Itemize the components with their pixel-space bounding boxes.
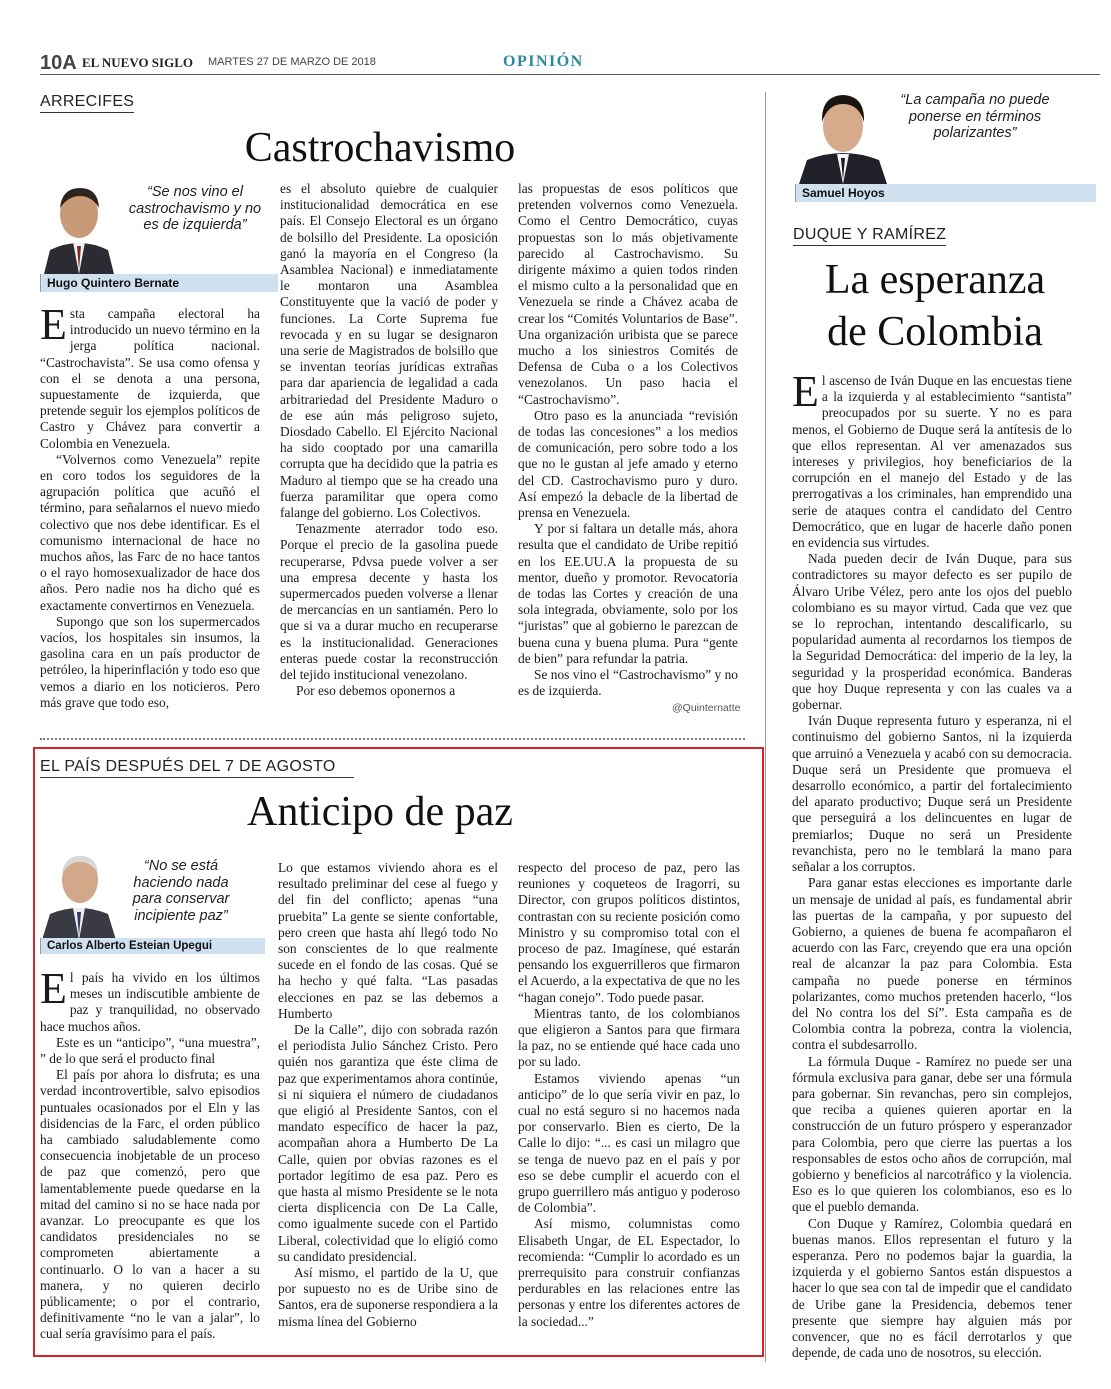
article3-paragraph: Iván Duque representa futuro y esperanza, ni el continuismo del gobierno Santos, ni la izquierda que arruinó a Venezuela y acabó con su democracia. Duque será un Presidente que promueva el desarrollo económico, a partir del fortalecimiento del aparato productivo; Duque será un Presidente que perseguirá a los delincuentes en lugar de premiarlos; Duque no será un Presidente revanchista, pero no le temblará la mano para señalar a los corruptos.	[792, 713, 1072, 875]
article1-paragraph: las propuestas de esos políticos que pretenden volvernos como Venezuela. Como el Centro Democrático, cuyas propuestas son lo más objetivamente parecido al Castrochavismo. Su dirigente máximo a quien todos rinden el mismo culto a la personalidad que en Venezuela se rinde a Chávez acaba de crear los “Comités Voluntarios de Base”. Una organización uribista que se parece mucho a los siniestros Comités de Defensa de Cuba o a los Colectivos venezolanos. Un paso hacia el “Castrochavismo”.	[518, 181, 738, 407]
article2-paragraph: Mientras tanto, de los colombianos que eligieron a Santos para que firmara la paz, no se entiende qué hace cada uno por su lado.	[518, 1005, 740, 1070]
article1-column-3	[518, 181, 738, 701]
article2-column-1	[40, 964, 260, 1342]
article3-paragraph: Con Duque y Ramírez, Colombia quedará en buenas manos. Ellos representan el futuro y la esperanza. Pero no podemos bajar la guardia, la izquierda y el gobierno Santos están dispuestos a hacer lo que sea con tal de impedir que el candidato de Uribe gane la Presidencia, debemos tener presente que siempre hay alguien más por convencer, que no es fácil derrotarlos y que depende, de cada uno de nosotros, su elección.	[792, 1215, 1072, 1361]
column-divider	[765, 92, 766, 1362]
article3-section-label: DUQUE Y RAMÍREZ	[793, 226, 946, 246]
article1-section-label: ARRECIFES	[40, 93, 134, 113]
article2-section-label: EL PAÍS DESPUÉS DEL 7 DE AGOSTO	[40, 758, 354, 778]
article3-paragraph: La fórmula Duque - Ramírez no puede ser una fórmula exclusiva para ganar, debe ser una fórmula para gobernar. Sin revanchas, pero sin complejos, que reciba a quienes quieren aportar en la construcción de un futuro próspero y esperanzador para Colombia, pero que cierre las puertas a los responsables de estos ocho años de corrupción, mal gobierno y beneficios al narcotráfico y la violencia. Eso es lo que quieren los colombianos, eso es lo que el pueblo demanda.	[792, 1053, 1072, 1215]
author-twitter-handle: @Quinternatte	[672, 702, 741, 714]
article2-paragraph: respecto del proceso de paz, pero las reuniones y coqueteos de Iragorri, su Director, con grupos políticos distintos, contrastan con su reciente posición como Ministro y su compromiso total con el proceso de paz. Imagínese, qué estarán pensando los exguerrilleros que firmaron el Acuerdo, a la expectativa de que no les “hagan conejo”. Todo puede pasar.	[518, 860, 740, 1005]
article2-pullquote: “No se está haciendo nada para conservar incipiente paz”	[132, 858, 230, 924]
article3-paragraph: Nada pueden decir de Iván Duque, para sus contradictores su mayor defecto es ser pupilo de Álvaro Uribe Vélez, pero ante los ojos del pueblo colombiano es su mayor virtud. Cada que vez que se lo reprochan, intentando descalificarlo, su popularidad aumenta al recordarnos los tiempos de la Seguridad Democrática: del imperio de la ley, la seguridad y la prosperidad económica. Banderas que hoy Duque representa y con las cuales va a gobernar.	[792, 551, 1072, 713]
page-number: 10A	[40, 52, 77, 74]
article3-headline-line2: de Colombia	[827, 309, 1043, 355]
newspaper-name: EL NUEVO SIGLO	[82, 55, 193, 70]
article2-dropcap: E	[40, 964, 67, 1013]
article1-paragraph: Y por si faltara un detalle más, ahora resulta que el candidato de Uribe repitió en los EE.UU.A la propuesta de su mentor, dueño y promotor. Revocatoria de todas las Cortes y creación de una sola integrada, obviamente, solo por los “juristas” que al gobierno le parezcan de buena cuna y buena pluma. Pura “gente de bien” para refundar la patria.	[518, 521, 738, 666]
article1-paragraph: Otro paso es la anunciada “revisión de todas las concesiones” a los medios de comunicación, pero sobre todo a los que no le gustan al jefe amado y eterno del CD. Castrochavismo puro y duro. Así empezó la debacle de la libertad de prensa en Venezuela.	[518, 407, 738, 521]
article2-paragraph: Este es un “anticipo”, “una muestra”, ” de lo que será el producto final	[40, 1034, 260, 1067]
article1-paragraph: “Volvernos como Venezuela” repite en coro todos los seguidores de la agrupación política que acuñó el término, para señalarnos el nuevo miedo colectivo que nos debe identificar. Es el comunismo internacional de hace no muchos años, las Farc de no hace tantos o el rayo homosexualizador de hace dos años. Pero nadie nos ha dicho qué es exactamente convertirnos en Venezuela.	[40, 451, 260, 613]
article3-author: Samuel Hoyos	[795, 184, 1096, 202]
article2-paragraph: El país por ahora lo disfruta; es una verdad incontrovertible, salvo episodios puntuales ocasionados por el Eln y las disidencias de la Farc, el orden público ha cambiado saludablemente como consecuencia inobjetable de un proceso de paz que comenzó, pero que lamentablemente puede quedarse en la mitad del camino si no se hace nada por avanzar. Lo preocupante es que los candidatos presidenciales no se comprometen abiertamente a continuarlo. O lo van a hacer a su manera, y no quieren decirlo públicamente; o por el contrario, definitivamente “no le van a jalar”, lo cual sería gravísimo para el país.	[40, 1067, 260, 1342]
article3-dropcap: E	[792, 367, 819, 416]
article2-author: Carlos Alberto Esteian Upegui	[40, 938, 265, 954]
article1-dropcap: E	[40, 300, 67, 349]
article2-paragraph: Así mismo, el partido de la U, que por supuesto no es de Uribe sino de Santos, era de suponerse respondiera a la misma línea del Gobierno	[278, 1265, 498, 1329]
article3-column	[792, 367, 1072, 1361]
article1-paragraph: Por eso debemos oponernos a	[296, 683, 456, 699]
author-photo-quintero	[40, 180, 118, 274]
article2-paragraph: Lo que estamos viviendo ahora es el resultado preliminar del cese al fuego y del fin del conflicto; apenas “una pruebita” La gente se siente confortable, pero creen que hasta ahí llegó todo No son conscientes de lo que realmente sucede en el fondo de las cosas. Qué se ha hecho y qué falta. “Las pasadas elecciones en paz se las debemos a Humberto	[278, 860, 498, 1021]
article2-headline: Anticipo de paz	[247, 789, 513, 835]
article1-headline: Castrochavismo	[244, 125, 516, 171]
article1-paragraph: sta campaña electoral ha introducido un nuevo término en la jerga política nacional. “Castrochavista”. Se usa como ofensa y con el se denota a una persona, supuestamente de izquierda, que pretende seguir los ejemplos políticos de Castro y Chávez para convertir a Colombia en Venezuela.	[40, 306, 260, 451]
section-title: OPINIÓN	[503, 53, 584, 70]
article2-column-3	[518, 860, 740, 1342]
article3-headline-line1: La esperanza	[824, 257, 1046, 303]
masthead-rule	[40, 74, 1100, 75]
article1-author: Hugo Quintero Bernate	[40, 274, 278, 292]
article3-paragraph: l ascenso de Iván Duque en las encuestas tiene a la izquierda y al establecimiento “santista” preocupados por su suerte. Y no es para menos, el Gobierno de Duque será la antítesis de lo que ellos representan. Al ver amenazados sus intereses y privilegios, hoy beneficiarios de la corrupción en el manejo del Estado y de las prerrogativas a los criminales, han emprendido una serie de ataques contra el candidato del Centro Democrático, que en lugar de hacerle daño ponen en evidencia sus virtudes.	[792, 373, 1072, 551]
article1-paragraph: es el absoluto quiebre de cualquier institucionalidad democrática en ese país. El Consejo Electoral es un órgano de bolsillo del Presidente. La oposición ganó la mayoría en el Congreso (la Asamblea Nacional) e inmediatamente le montaron una Asamblea Constituyente que la vació de poder y funciones. La Corte Suprema fue revocada y en su lugar se designaron una serie de Magistrados de bolsillo que se inventan teorías jurídicas extrañas para dar apariencia de legalidad a cada arbitrariedad del Presidente Maduro o de ese aún más peligroso sujeto, Diosdado Cabello. El Ejército Nacional ha sido cooptado por una camarilla corrupta que ha decidido que la patria es Maduro al tiempo que se ha creado una fuerza paramilitar que opera como falange del gobierno. Los Colectivos.	[280, 181, 498, 521]
article2-paragraph: Así mismo, columnistas como Elisabeth Ungar, de EL Espectador, lo recomienda: “Cumplir lo acordado es un prerrequisito para construir confianzas perdurables en las relaciones entre las personas y entre los diferentes actores de la sociedad...”	[518, 1216, 740, 1329]
article1-paragraph: Tenazmente aterrador todo eso. Porque el precio de la gasolina puede recuperarse, Pdvsa puede volver a ser una empresa decente y hasta los supermercados pueden volverse a llenar de mercancías en un santiamén. Pero lo que si va a durar mucho en recuperarse es la institucionalidad. Generaciones enteras puede costar la reconstrucción del tejido institucional venezolano.	[280, 521, 498, 683]
issue-date: MARTES 27 DE MARZO DE 2018	[208, 56, 376, 68]
author-photo-hoyos	[795, 88, 891, 184]
article3-pullquote: “La campaña no puede ponerse en términos polarizantes”	[900, 92, 1050, 141]
article2-paragraph: De la Calle”, dijo con sobrada razón el periodista Julio Sánchez Cristo. Pero quién nos garantiza que éste clima de paz que experimentamos ahora continúe, si ni siquiera el número de ciudadanos que eligió al Presidente Santos, con el mandato específico de hacer la paz, acompañan ahora a Humberto De La Calle, quien por obvias razones es el portador legítimo de esa paz. Pero es que hasta al mismo Presidente se le nota cierta displicencia con De La Calle, como igualmente sucede con el Partido Liberal, colectividad que lo eligió como su candidato presidencial.	[278, 1022, 498, 1264]
masthead	[40, 46, 1100, 76]
article2-column-2	[278, 860, 498, 1342]
article1-paragraph: Supongo que son los supermercados vacíos, los hospitales sin insumos, la gasolina cara en un país productor de petróleo, la hiperinflación y todo eso que vemos a diario en los noticieros. Pero más grave que todo eso,	[40, 613, 260, 710]
article2-paragraph: l país ha vivido en los últimos meses un indiscutible ambiente de paz y tranquilidad, no observado hace muchos años.	[40, 970, 260, 1034]
article3-paragraph: Para ganar estas elecciones es importante darle un mensaje de unidad al país, es fundamental abrir las puertas de la campaña, y por supuesto del Gobierno, a quienes de buena fe acompañaron el acuerdo con las Farc, creyendo que era una opción real de alcanzar la paz para Colombia. Esta campaña no puede ponerse en términos polarizantes, como muchos pretenden hacerlo, “los del No contra los del Sí”. Esta campaña es de Colombia contra la pobreza, contra la violencia, contra el subdesarrollo.	[792, 875, 1072, 1053]
article1-pullquote: “Se nos vino el castrochavismo y no es de izquierda”	[128, 184, 262, 233]
dotted-separator	[40, 738, 745, 740]
article1-column-2	[280, 181, 498, 716]
article2-paragraph: Estamos viviendo apenas “un anticipo” de lo que sería vivir en paz, lo cual no está seguro si no hacemos nada por conservarlo. Bien es cierto, De la Calle lo dijo: “... es casi un milagro que se tenga de nuevo paz en el país y por eso se debe cumplir el acuerdo con el grupo guerrillero más antiguo y poderoso de Colombia”.	[518, 1070, 741, 1216]
article1-column-1	[40, 300, 260, 716]
author-photo-esteian	[40, 848, 118, 940]
article1-paragraph: Se nos vino el “Castrochavismo” y no es de izquierda.	[518, 667, 738, 699]
